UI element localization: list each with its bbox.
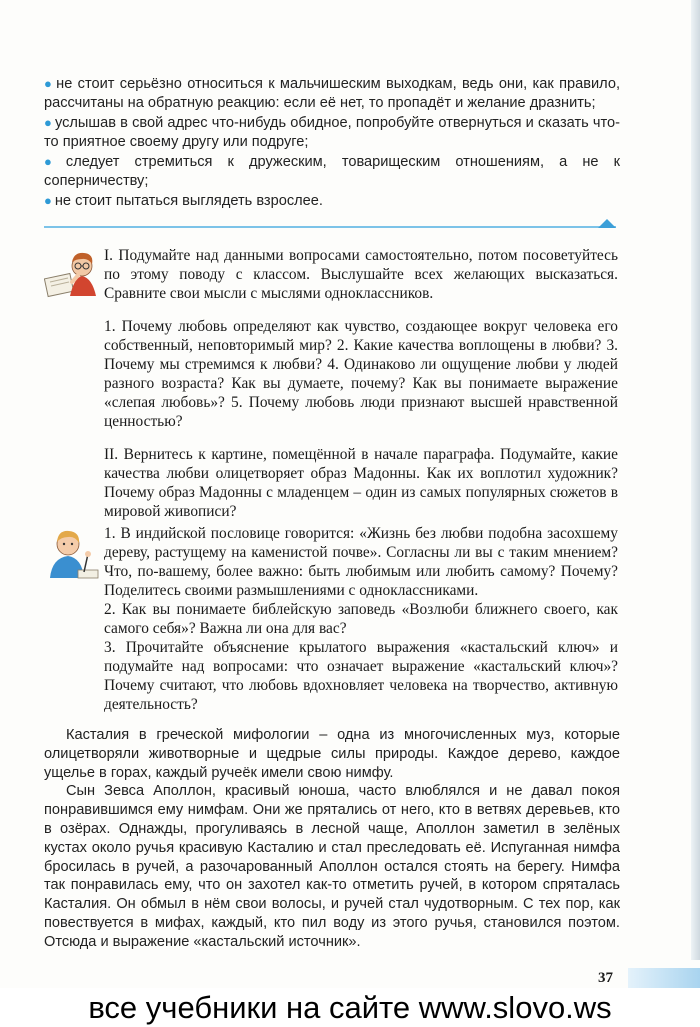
advice-item: ● следует стремиться к дружеским, товарищеским отношениям, а не к соперничеству; — [44, 154, 620, 189]
bullet-icon: ● — [44, 154, 63, 169]
discussion-block — [104, 246, 618, 521]
discussion-questions: 1. Почему любовь определяют как чувство, создающее вокруг человека его собственный, неповторимый мир? 2. Какие качества воплощены в любви? 3. Почему мы стремимся к любви? 4. Одинаково ли ощущение любви у людей разного возраста? Как вы думаете, почему? Как вы понимаете выражение «слепая любовь»? 5. Почему любовь люди признают высшей нравственной ценностью? — [104, 318, 618, 430]
bullet-icon: ● — [44, 115, 52, 130]
advice-item: ● не стоит пытаться выглядеть взрослее. — [44, 193, 323, 209]
task-item: 2. Как вы понимаете библейскую заповедь «Возлюби ближнего своего, как самого себя»? Важна ли она для вас? — [104, 601, 618, 637]
page-edge — [691, 0, 700, 960]
section-divider — [44, 226, 616, 228]
thinking-student-icon — [44, 246, 100, 300]
page-number: 37 — [598, 970, 613, 986]
bullet-icon: ● — [44, 76, 54, 91]
task-item: 3. Прочитайте объяснение крылатого выражения «кастальский ключ» и подумайте над вопросами: что означает выражение «кастальский ключ»? Почему считают, что любовь вдохновляет человека на творчество, активную деятельность? — [104, 639, 618, 713]
tasks-block — [104, 524, 618, 714]
bullet-icon: ● — [44, 193, 52, 208]
story-paragraph: Сын Зевса Аполлон, красивый юноша, часто влюблялся и не давал покоя понравившимся ему нимфам. Они же прятались от него, кто в ветвях деревьев, кто в озёрах. Однажды, прогуливаясь в лесной чаще, Аполлон заметил в зелёных кустах около ручья красивую Касталию и стал преследовать её. Испуганная нимфа бросилась в ручей, а разочарованный Аполлон остался стоять на берегу. Нимфа так понравилась ему, что он захотел как-то отметить ручей, в котором спряталась Касталия. Он обмыл в нём свои волосы, и ручей стал чудотворным. С тех пор, как повествуется в мифах, каждый, кто пил воду из этого ручья, становился поэтом. Отсюда и выражение «кастальский источник». — [44, 783, 620, 950]
advice-list — [44, 74, 620, 211]
writing-student-icon — [44, 524, 100, 582]
task-item: 1. В индийской пословице говорится: «Жизнь без любви подобна засохшему дереву, растущему на каменистой почве». Согласны ли вы с таким мнением? Что, по-вашему, более важно: быть любимым или любить самому? Почему? Поделитесь своими размышлениями с одноклассниками. — [104, 525, 618, 599]
advice-item: ● услышав в свой адрес что-нибудь обидное, попробуйте отвернуться и сказать что-то приятное своему другу или подруге; — [44, 115, 621, 150]
divider-triangle-icon — [598, 219, 616, 228]
story-paragraph: Касталия в греческой мифологии – одна из многочисленных муз, которые олицетворяли животворные и щедрые силы природы. Каждое дерево, каждое ущелье в горах, каждый ручеёк имели свою нимфу. — [44, 727, 620, 781]
discussion-intro: I. Подумайте над данными вопросами самостоятельно, потом посоветуйтесь по этому поводу с классом. Выслушайте всех желающих высказаться. Сравните свои мысли с мыслями одноклассников. — [104, 247, 618, 302]
site-footer: все учебники на сайте www.slovo.ws — [0, 988, 700, 1027]
advice-item: ● не стоит серьёзно относиться к мальчишеским выходкам, ведь они, как правило, рассчитаны на обратную реакцию: если её нет, то пропадёт и желание дразнить; — [44, 76, 620, 111]
discussion-part-two: II. Вернитесь к картине, помещённой в начале параграфа. Подумайте, какие качества любви олицетворяет образ Мадонны. Как их воплотил художник? Почему образ Мадонны с младенцем – один из самых популярных сюжетов в мировой живописи? — [104, 446, 618, 520]
page-tab — [628, 968, 700, 990]
kastalia-story — [44, 726, 620, 952]
